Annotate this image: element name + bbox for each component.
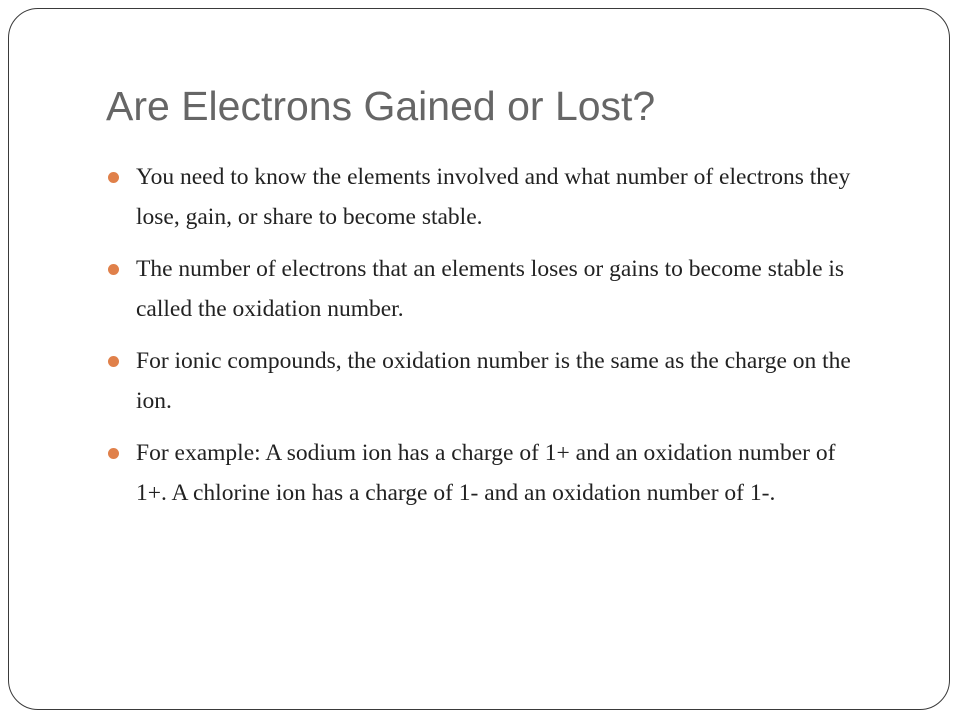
- bullet-item: [108, 433, 868, 513]
- bullet-text: For ionic compounds, the oxidation number is the same as the charge on the ion.: [136, 348, 851, 414]
- bullet-text: The number of electrons that an elements loses or gains to become stable is called the oxidation number.: [136, 256, 845, 322]
- bullet-dot-icon: [108, 264, 119, 275]
- slide-title: Are Electrons Gained or Lost?: [106, 83, 656, 129]
- bullet-dot-icon: [108, 172, 119, 183]
- bullet-item: [108, 249, 868, 329]
- bullet-text: You need to know the elements involved and what number of electrons they lose, gain, or share to become stable.: [136, 164, 851, 230]
- bullet-text: For example: A sodium ion has a charge of 1+ and an oxidation number of 1+. A chlorine ion has a charge of 1- and an oxidation number of 1-.: [136, 440, 836, 506]
- bullet-dot-icon: [108, 356, 119, 367]
- bullet-item: [108, 341, 868, 421]
- bullet-item: [108, 157, 868, 237]
- bullet-dot-icon: [108, 448, 119, 459]
- bullet-list: [108, 157, 868, 525]
